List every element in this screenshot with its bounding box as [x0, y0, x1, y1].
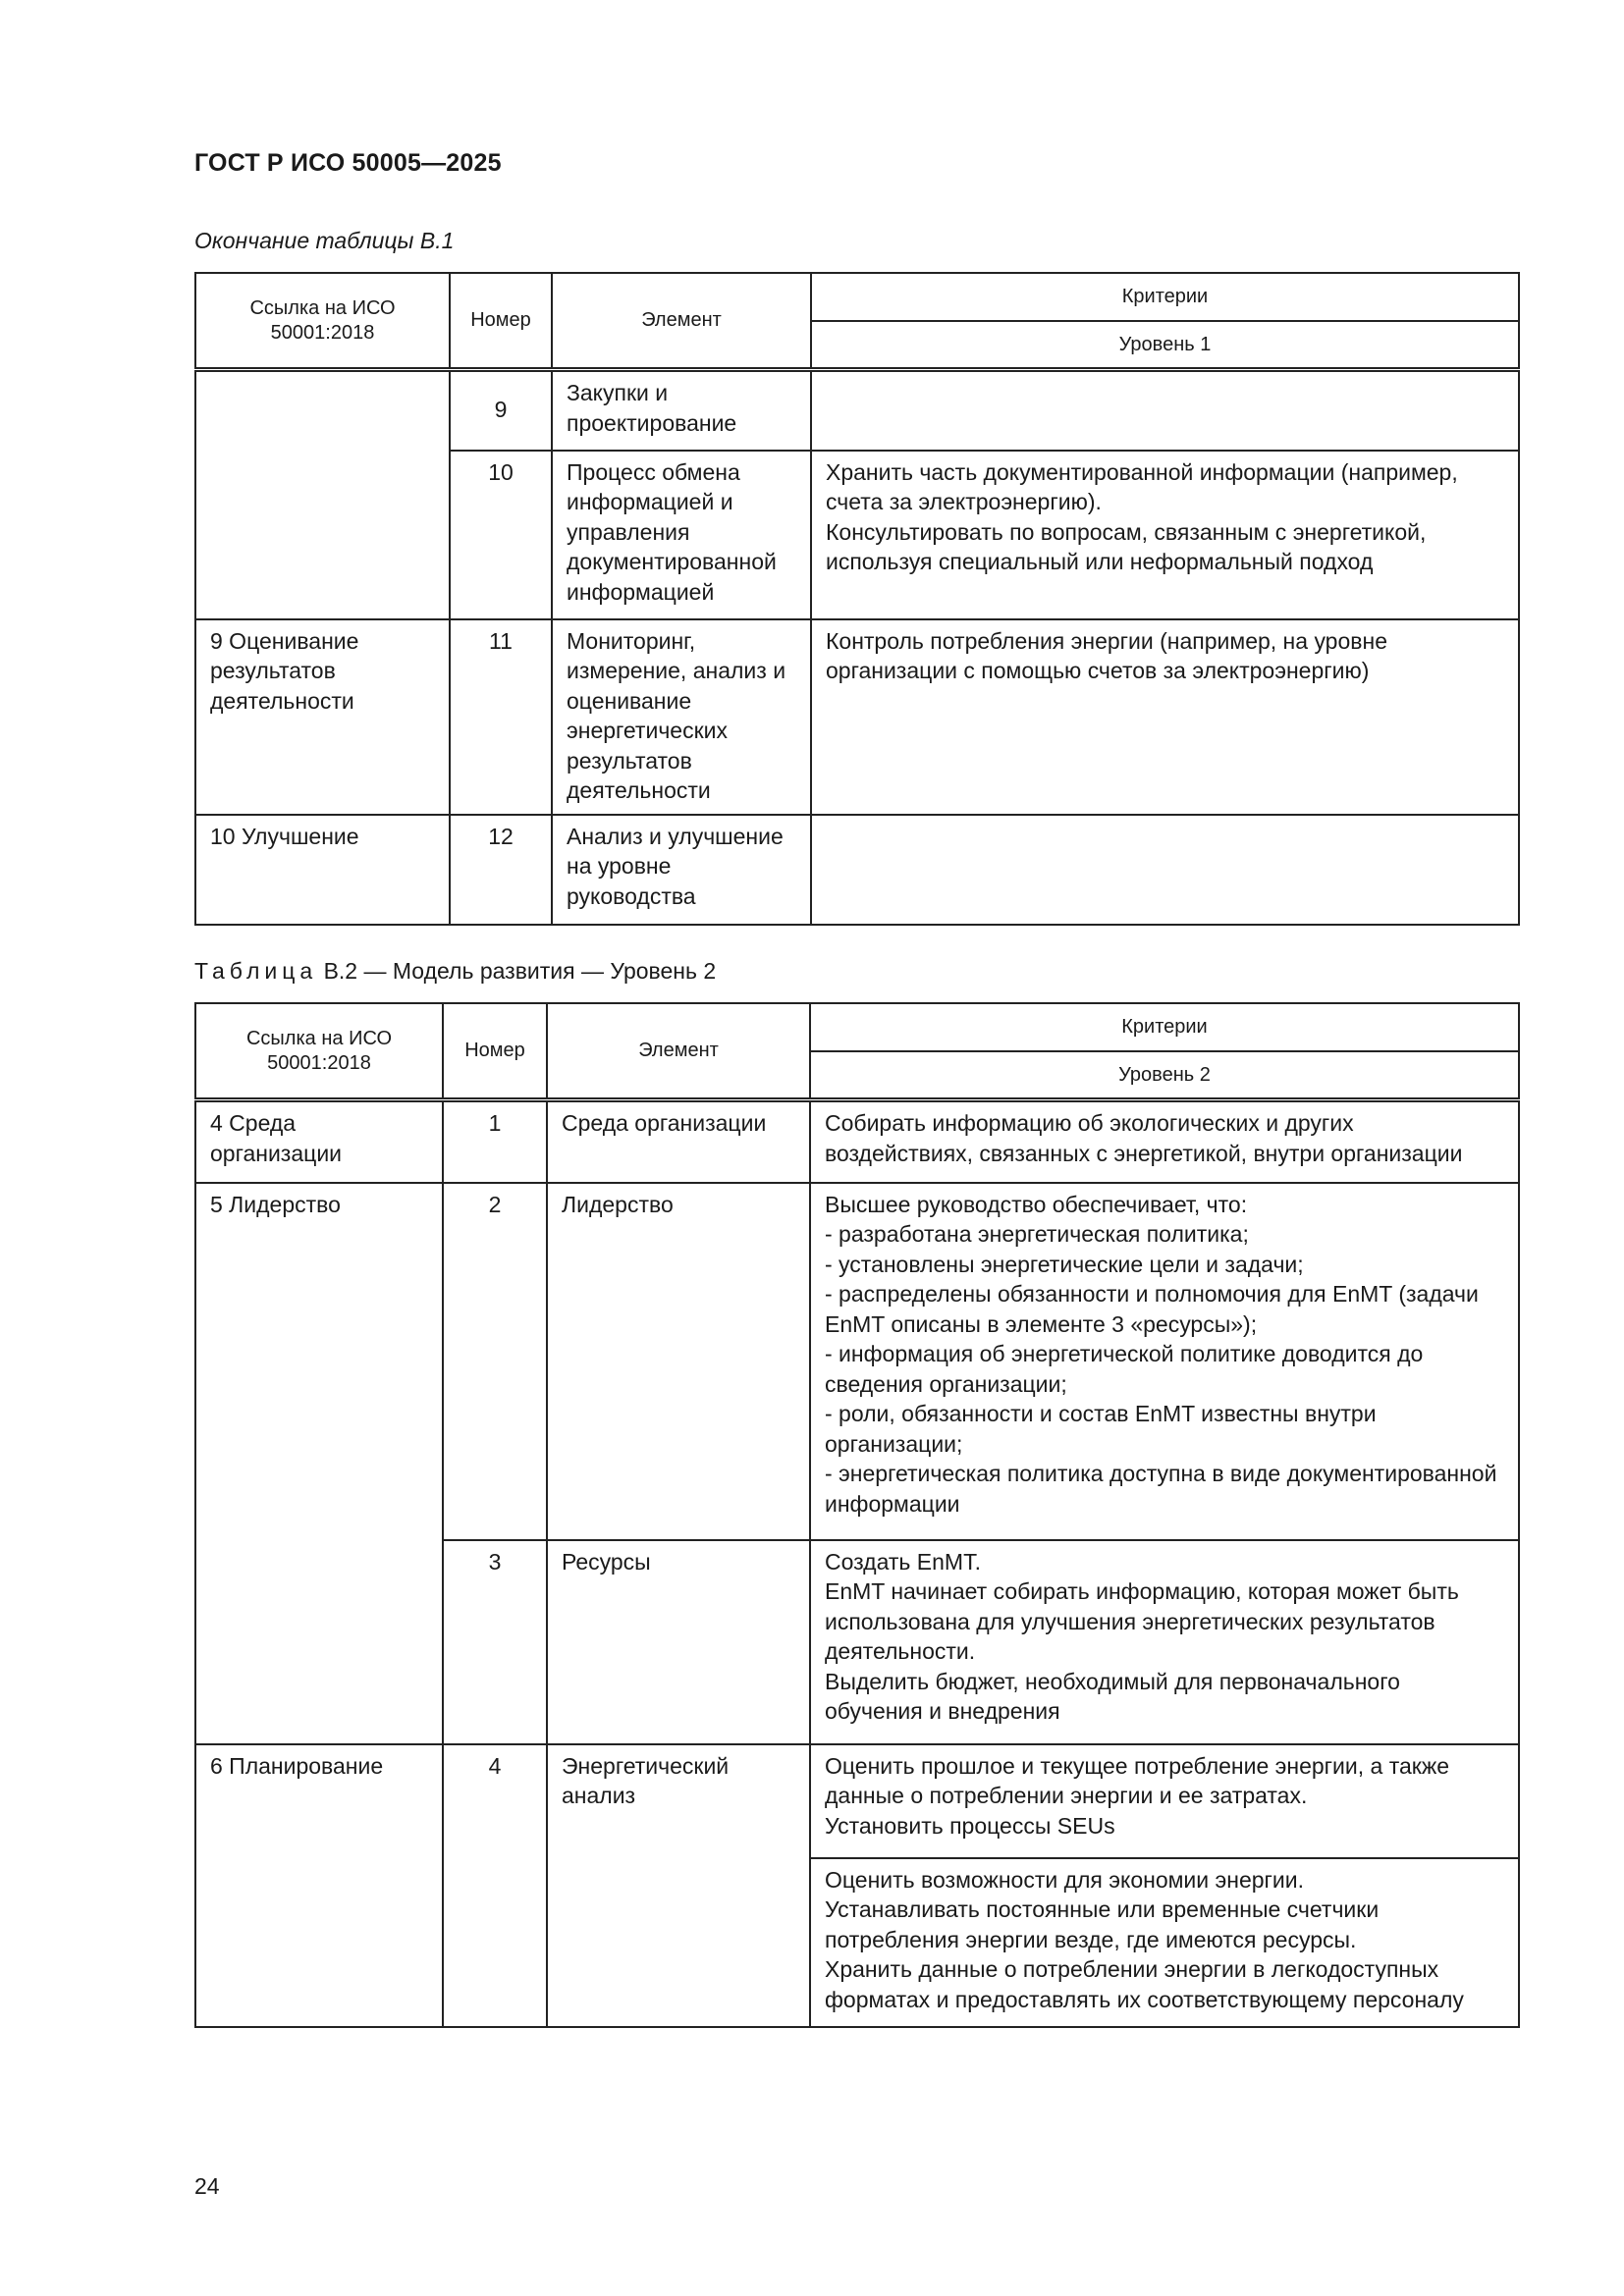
- header-ref: Ссылка на ИСО 50001:2018: [195, 1003, 443, 1100]
- table-cell-criteria: Оценить прошлое и текущее потребление энергии, а также данные о потреблении энергии и ее затратах. Установить процессы SEUs: [810, 1744, 1519, 1858]
- table-cell-ref: 4 Среда организации: [195, 1100, 443, 1183]
- table-cell-criteria: Контроль потребления энергии (например, на уровне организации с помощью счетов за электроэнергию): [811, 619, 1519, 815]
- table-cell-element: Среда организации: [547, 1100, 810, 1183]
- table-cell-element: Анализ и улучшение на уровне руководства: [552, 815, 811, 925]
- header-criteria: Критерии: [810, 1003, 1519, 1051]
- table-cell-element: Процесс обмена информацией и управления документированной информацией: [552, 451, 811, 619]
- table-cell-number: 1: [443, 1100, 547, 1183]
- table-cell-number: 4: [443, 1744, 547, 2027]
- table-cell-element: Ресурсы: [547, 1540, 810, 1744]
- header-ref: Ссылка на ИСО 50001:2018: [195, 273, 450, 370]
- table-cell-ref: 5 Лидерство: [195, 1183, 443, 1744]
- table-cell-number: 9: [450, 370, 552, 451]
- table-cell-criteria: [811, 815, 1519, 925]
- table-cell-element: Мониторинг, измерение, анализ и оценивание энергетических результатов деятельности: [552, 619, 811, 815]
- table-b1-end: [194, 272, 1520, 926]
- table-cell-number: 12: [450, 815, 552, 925]
- table-cell-criteria: Создать EnMT. EnMT начинает собирать информацию, которая может быть использована для улучшения энергетических результатов деятельности. Выделить бюджет, необходимый для первоначального обучения и внедрения: [810, 1540, 1519, 1744]
- table-cell-number: 3: [443, 1540, 547, 1744]
- table-b2: [194, 1002, 1520, 2028]
- table-cell-criteria: Оценить возможности для экономии энергии. Устанавливать постоянные или временные счетчики потребления энергии везде, где имеются ресурсы. Хранить данные о потреблении энергии в легкодоступных форматах и предоставлять их соответствующему персоналу: [810, 1858, 1519, 2027]
- table1-caption: Окончание таблицы В.1: [194, 228, 455, 253]
- table-cell-element: Энергетический анализ: [547, 1744, 810, 2027]
- header-number: Номер: [443, 1003, 547, 1100]
- table-cell-criteria: Собирать информацию об экологических и других воздействиях, связанных с энергетикой, внутри организации: [810, 1100, 1519, 1183]
- table-cell-element: Закупки и проектирование: [552, 370, 811, 451]
- header-element: Элемент: [547, 1003, 810, 1100]
- table2-caption: [194, 958, 716, 985]
- header-level: Уровень 1: [811, 321, 1519, 370]
- header-element: Элемент: [552, 273, 811, 370]
- table-cell-number: 2: [443, 1183, 547, 1540]
- table-cell-ref: 6 Планирование: [195, 1744, 443, 2027]
- table-cell-element: Лидерство: [547, 1183, 810, 1540]
- table2-caption-rest: В.2 — Модель развития — Уровень 2: [323, 958, 717, 984]
- document-header: ГОСТ Р ИСО 50005—2025: [194, 149, 502, 177]
- table-cell-number: 11: [450, 619, 552, 815]
- table-cell-number: 10: [450, 451, 552, 619]
- header-criteria: Критерии: [811, 273, 1519, 321]
- header-level: Уровень 2: [810, 1051, 1519, 1100]
- table2-caption-prefix: Таблица: [194, 958, 318, 984]
- table-cell-criteria: Хранить часть документированной информации (например, счета за электроэнергию). Консультировать по вопросам, связанным с энергетикой, используя специальный или неформальный подход: [811, 451, 1519, 619]
- table-cell-criteria: Высшее руководство обеспечивает, что: - разработана энергетическая политика; - установлены энергетические цели и задачи; - распределены обязанности и полномочия для EnMT (задачи EnMT описаны в элементе 3 «ресурсы»); - информация об энергетической политике доводится до сведения организации; - роли, обязанности и состав EnMT известны внутри организации; - энергетическая политика доступна в виде документированной информации: [810, 1183, 1519, 1540]
- page-number: 24: [194, 2173, 220, 2199]
- header-number: Номер: [450, 273, 552, 370]
- table-cell-ref: 9 Оценивание результатов деятельности: [195, 619, 450, 815]
- table-cell-ref: [195, 370, 450, 619]
- table-cell-ref: 10 Улучшение: [195, 815, 450, 925]
- table-cell-criteria: [811, 370, 1519, 451]
